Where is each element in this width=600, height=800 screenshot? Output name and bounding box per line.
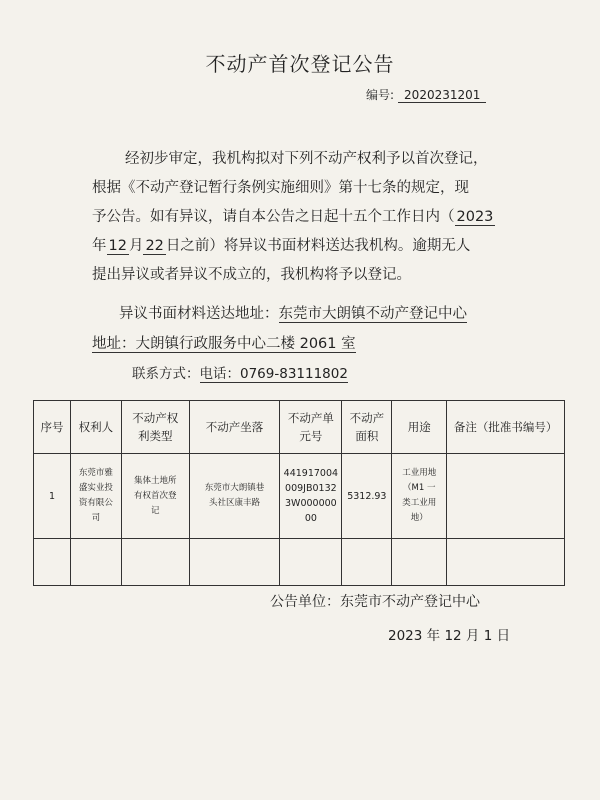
contact-info [132, 362, 348, 382]
issuing-organization: 公告单位：东莞市不动产登记中心 [270, 594, 480, 610]
body-line-4-year-suffix: 年 [92, 238, 107, 254]
table-row-empty [34, 539, 565, 586]
serial-value: 2020231201 [398, 88, 486, 103]
cell-usage-line-4: 地） [410, 513, 428, 523]
notice-body [92, 145, 522, 290]
empty-cell [34, 539, 71, 586]
cell-holder-line-1: 东莞市雅 [78, 468, 113, 478]
header-area [342, 401, 392, 454]
cell-holder-line-2: 盛实业投 [78, 483, 113, 493]
cell-area: 5312.93 [342, 454, 392, 539]
cell-holder-line-4: 司 [91, 513, 101, 523]
cell-unit [280, 454, 342, 539]
body-line-3-text: 予公告。如有异议，请自本公告之日起十五个工作日内（ [92, 209, 455, 225]
header-usage: 用途 [392, 401, 447, 454]
deadline-month: 12 [108, 238, 127, 254]
cell-type [121, 454, 189, 539]
empty-cell [70, 539, 121, 586]
cell-usage-line-3: 类工业用 [402, 498, 437, 508]
address-value: 大朗镇行政服务中心二楼 2061 室 [135, 336, 356, 352]
office-address [92, 332, 356, 353]
header-no: 序号 [34, 401, 71, 454]
cell-location [189, 454, 280, 539]
deadline-year: 2023 [456, 209, 494, 225]
body-line-3 [92, 203, 522, 232]
empty-cell [447, 539, 565, 586]
body-line-1: 经初步审定，我机构拟对下列不动产权利予以首次登记， [125, 151, 488, 167]
cell-note [447, 454, 565, 539]
cell-usage-line-1: 工业用地 [402, 468, 437, 478]
deadline-day: 22 [145, 238, 164, 254]
header-unit [280, 401, 342, 454]
cell-type-line-1: 集体土地所 [133, 475, 177, 486]
cell-usage [392, 454, 447, 539]
cell-unit-line-2: 009JB0132 [285, 483, 337, 494]
cell-type-line-3: 记 [150, 505, 160, 516]
header-unit-line-1: 不动产单 [287, 411, 334, 425]
body-line-4-month-suffix: 月 [128, 238, 144, 254]
header-type [121, 401, 189, 454]
cell-usage-line-2: （M1 一 [403, 483, 436, 493]
body-line-5: 提出异议或者异议不成立的，我机构将予以登记。 [92, 267, 411, 283]
empty-cell [189, 539, 280, 586]
header-area-line-1: 不动产 [349, 411, 385, 425]
empty-cell [121, 539, 189, 586]
contact-value: 电话：0769-83111802 [199, 366, 348, 382]
header-unit-line-2: 元号 [299, 429, 323, 443]
objection-value: 东莞市大朗镇不动产登记中心 [278, 306, 467, 322]
empty-cell [342, 539, 392, 586]
cell-type-line-2: 有权首次登 [133, 490, 177, 501]
body-line-2: 根据《不动产登记暂行条例实施细则》第十七条的规定，现 [92, 180, 469, 196]
table-header-row [34, 401, 565, 454]
table-row [34, 454, 565, 539]
serial-label: 编号: [366, 88, 395, 102]
address-label: 地址： [92, 336, 136, 352]
page-title: 不动产首次登记公告 [205, 52, 395, 76]
header-type-line-1: 不动产权 [132, 411, 179, 425]
body-line-4 [92, 232, 522, 261]
objection-label: 异议书面材料送达地址： [119, 306, 279, 322]
header-note: 备注（批准书编号） [447, 401, 565, 454]
objection-address [119, 302, 467, 323]
cell-location-line-1: 东莞市大朗镇巷 [204, 483, 265, 493]
header-type-line-2: 利类型 [137, 429, 173, 443]
cell-unit-line-3: 3W000000 [285, 498, 337, 509]
empty-cell [392, 539, 447, 586]
cell-unit-line-4: 00 [304, 513, 317, 524]
serial-number [366, 86, 486, 103]
cell-location-line-2: 头社区康丰路 [208, 498, 260, 508]
header-area-line-2: 面积 [355, 429, 379, 443]
cell-unit-line-1: 441917004 [283, 468, 339, 479]
registration-table [33, 400, 565, 586]
body-line-4-text: 日之前）将异议书面材料送达我机构。逾期无人 [165, 238, 471, 254]
header-location: 不动产坐落 [189, 401, 280, 454]
header-holder: 权利人 [70, 401, 121, 454]
issue-date: 2023 年 12 月 1 日 [388, 628, 511, 644]
cell-no: 1 [34, 454, 71, 539]
contact-label: 联系方式： [132, 366, 200, 382]
cell-holder-line-3: 资有限公 [78, 498, 113, 508]
empty-cell [280, 539, 342, 586]
cell-holder [70, 454, 121, 539]
